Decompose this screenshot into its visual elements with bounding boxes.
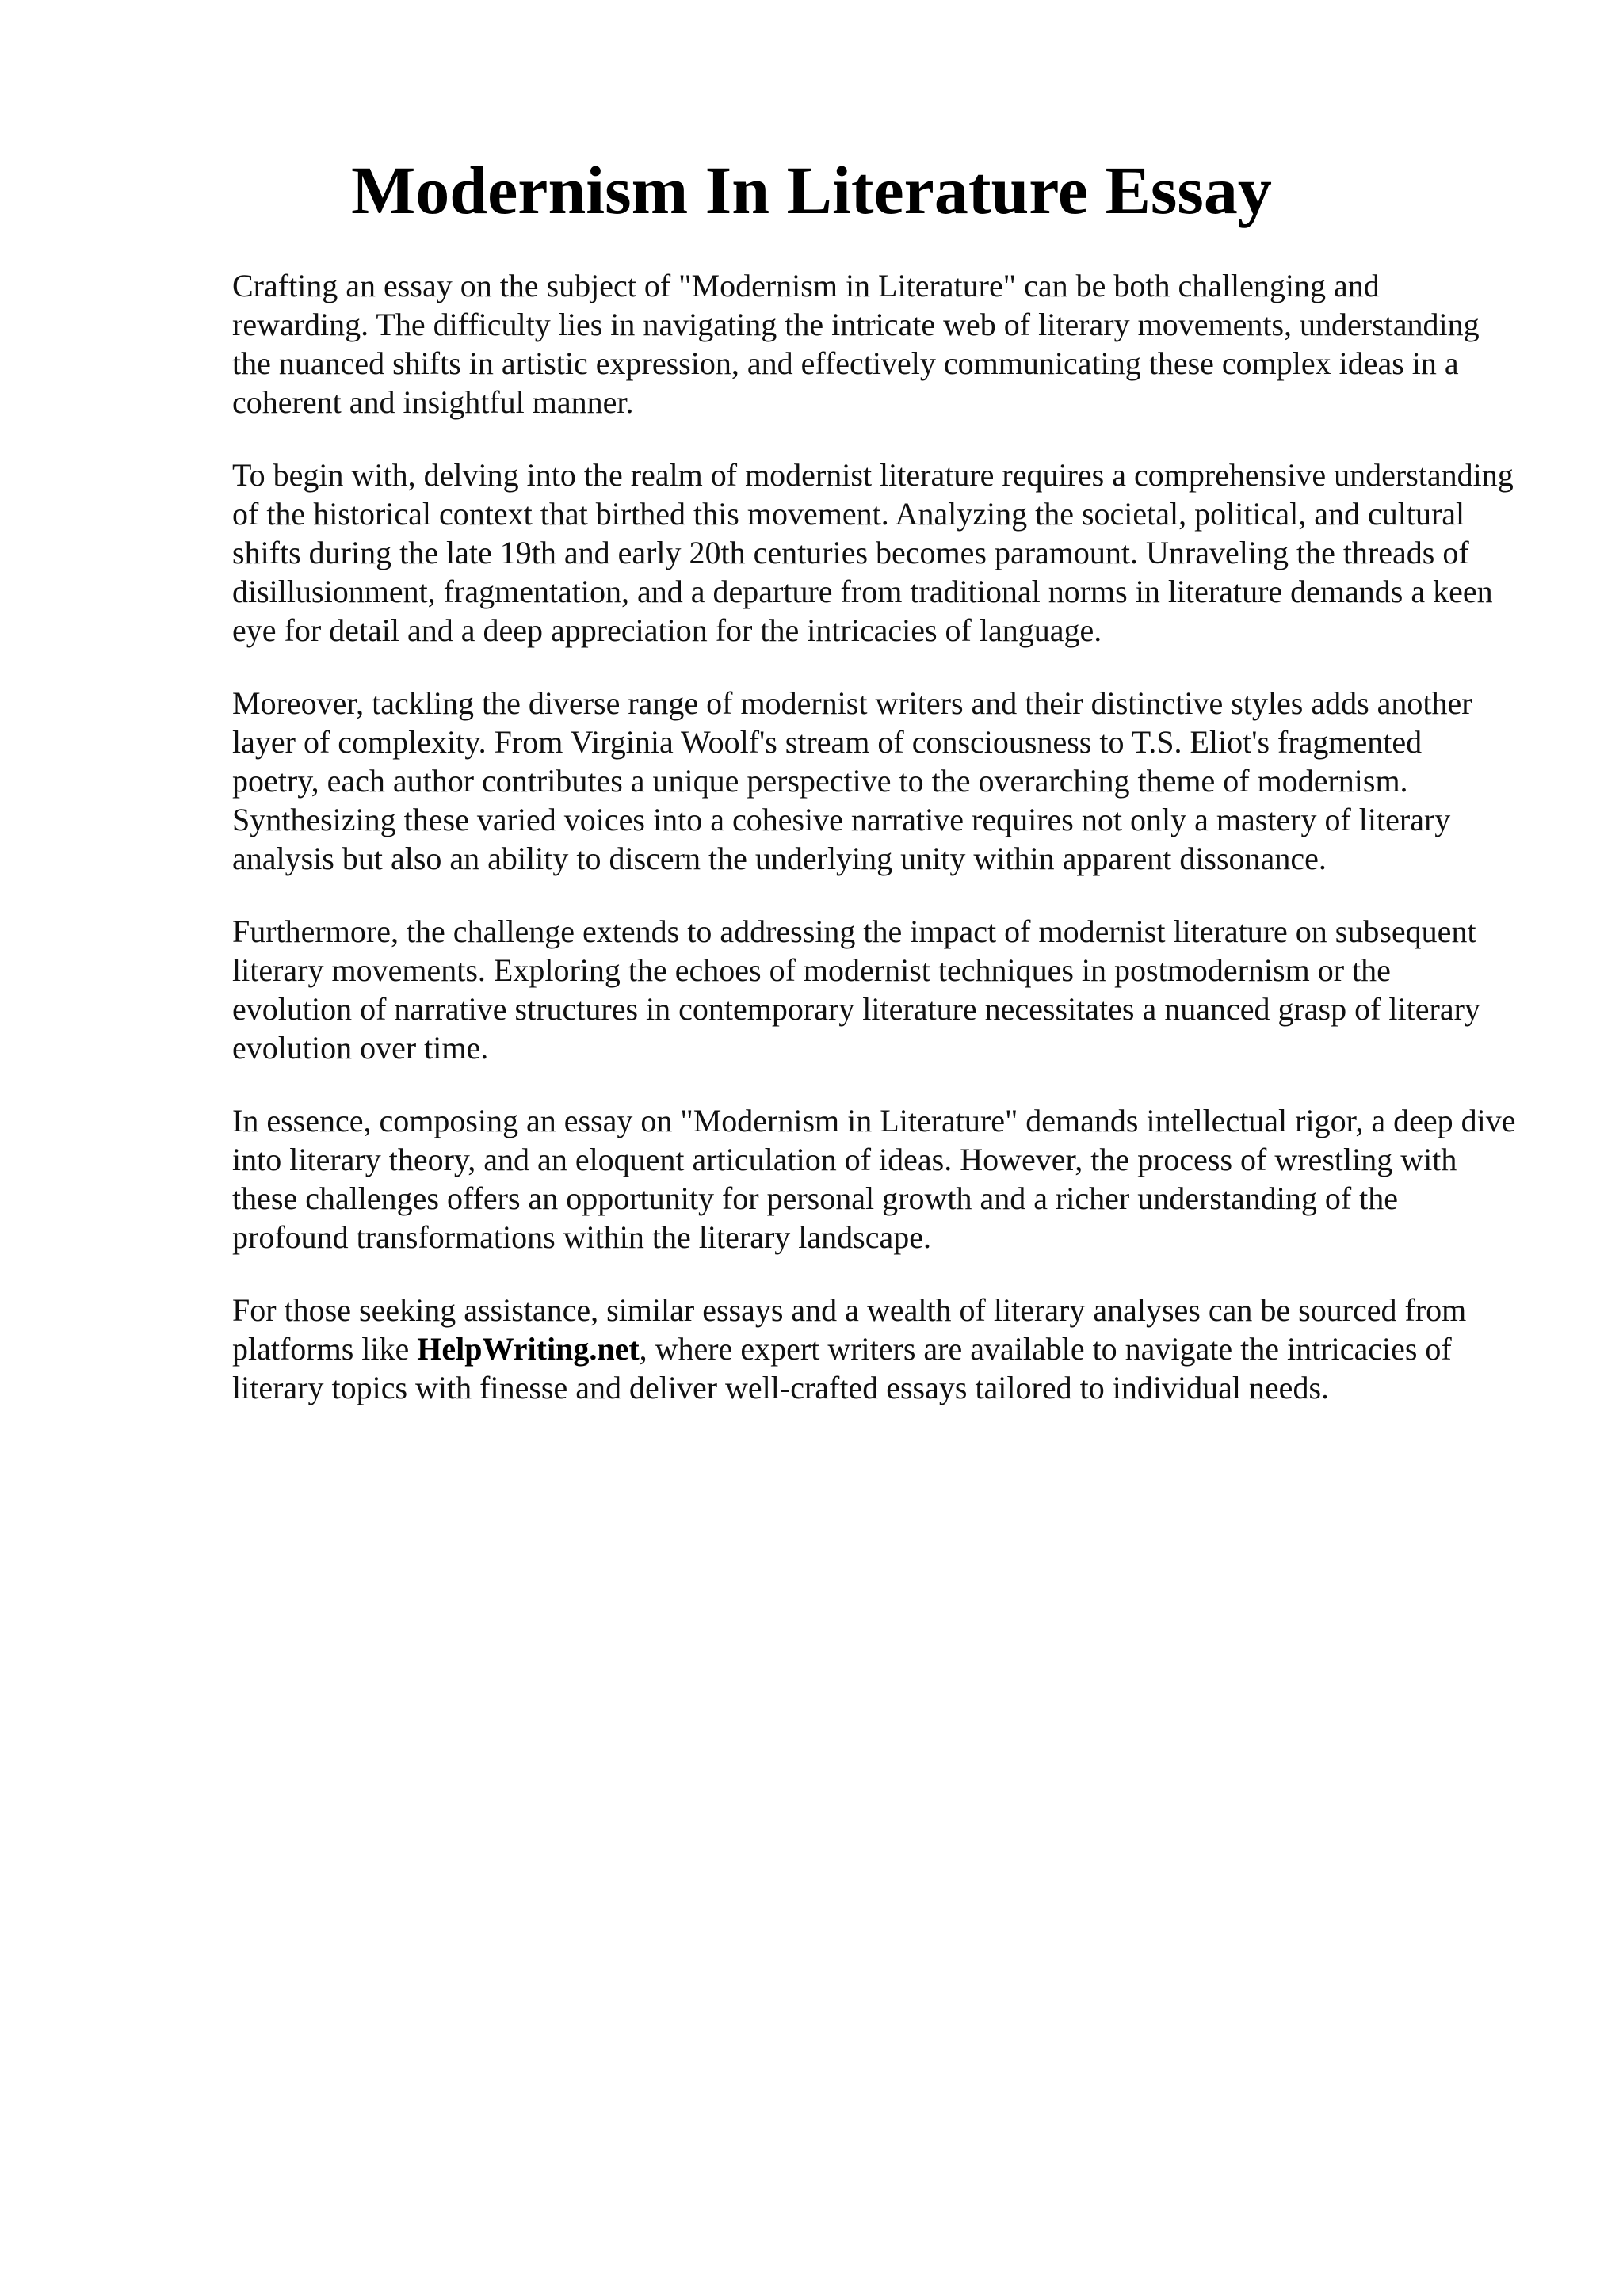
assistance-text-before-link: For those seeking assistance, similar essays and a wealth of literary analyses can be sourced from platforms like <box>232 1292 1467 1367</box>
assistance-text-after-link: , where expert writers are available to navigate the intricacies of literary topics with finesse and deliver well-crafted essays tailored to individual needs. <box>232 1331 1452 1405</box>
paragraph-assistance <box>232 1291 1516 1407</box>
paragraph-essence: In essence, composing an essay on "Modernism in Literature" demands intellectual rigor, a deep dive into literary theory, and an eloquent articulation of ideas. However, the process of wrestling with these challenges offers an opportunity for personal growth and a richer understanding of the profound transformations within the literary landscape. <box>232 1103 1516 1255</box>
paragraph-impact: Furthermore, the challenge extends to addressing the impact of modernist literature on subsequent literary movements. Exploring the echoes of modernist techniques in postmodernism or the evolution of narrative structures in contemporary literature necessitates a nuanced grasp of literary evolution over time. <box>232 913 1480 1066</box>
paragraph-historical-context: To begin with, delving into the realm of modernist literature requires a comprehensive understanding of the historical context that birthed this movement. Analyzing the societal, political, and cultural shifts during the late 19th and early 20th centuries becomes paramount. Unraveling the threads of disillusionment, fragmentation, and a departure from traditional norms in literature demands a keen eye for detail and a deep appreciation for the intricacies of language. <box>232 457 1514 648</box>
paragraph-modernist-writers: Moreover, tackling the diverse range of modernist writers and their distinctive styles adds another layer of complexity. From Virginia Woolf's stream of consciousness to T.S. Eliot's fragmented poetry, each author contributes a unique perspective to the overarching theme of modernism. Synthesizing these varied voices into a cohesive narrative requires not only a mastery of literary analysis but also an ability to discern the underlying unity within apparent dissonance. <box>232 685 1472 876</box>
essay-body <box>232 266 1516 1441</box>
paragraph-intro: Crafting an essay on the subject of "Modernism in Literature" can be both challenging and rewarding. The difficulty lies in navigating the intricate web of literary movements, understanding the nuanced shifts in artistic expression, and effectively communicating these complex ideas in a coherent and insightful manner. <box>232 268 1480 420</box>
page-title: Modernism In Literature Essay <box>351 152 1272 228</box>
helpwriting-link[interactable]: HelpWriting.net <box>417 1331 640 1367</box>
